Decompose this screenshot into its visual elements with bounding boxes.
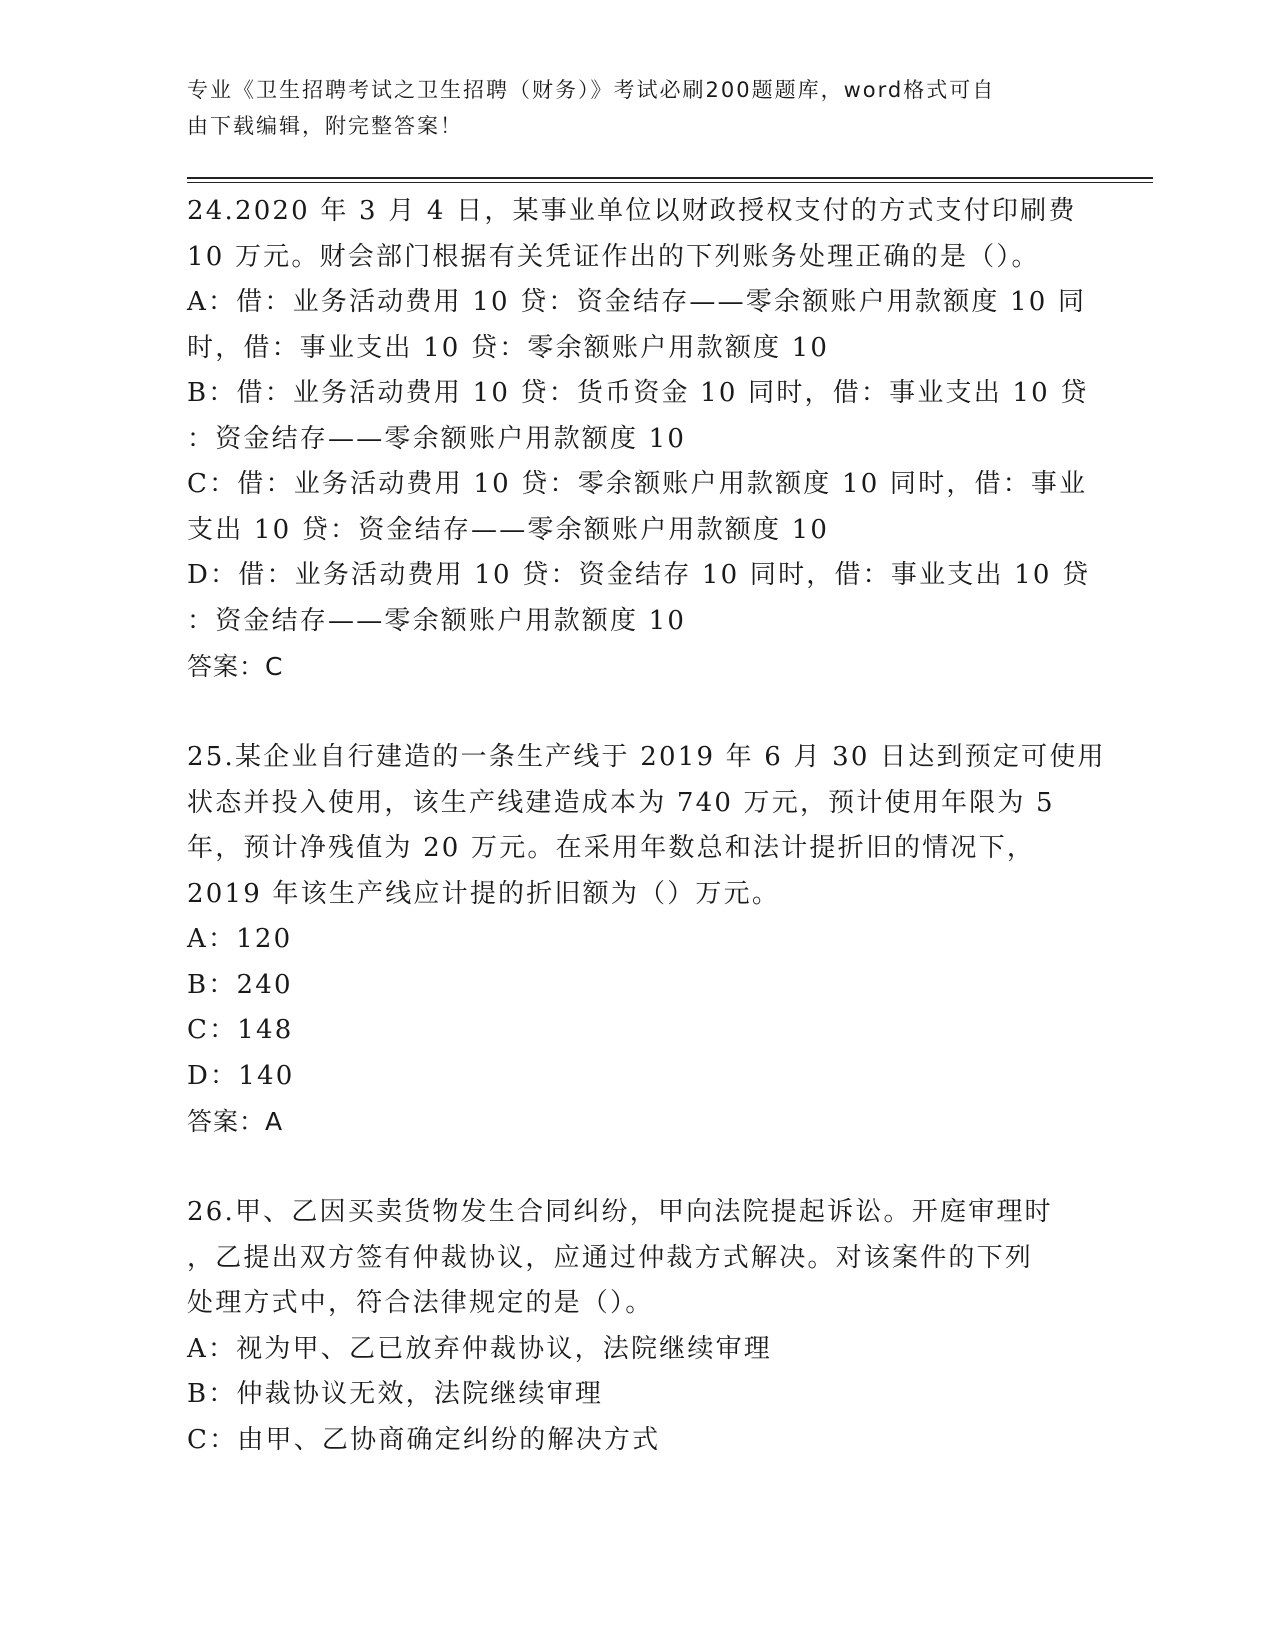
question-stem-line: 2019 年该生产线应计提的折旧额为（）万元。 [187, 878, 781, 909]
question-stem-line: 24.2020 年 3 月 4 日，某事业单位以财政授权支付的方式支付印刷费 [187, 196, 1077, 226]
question-stem-line: 状态并投入使用，该生产线建造成本为 740 万元，预计使用年限为 5 [187, 787, 1055, 818]
document-header [187, 72, 1067, 144]
option-c-line: 支出 10 贷：资金结存——零余额账户用款额度 10 [187, 514, 830, 545]
option-b-line: B：240 [187, 969, 293, 1000]
option-b-line: ：资金结存——零余额账户用款额度 10 [187, 423, 687, 454]
header-line-1: 专业《卫生招聘考试之卫生招聘（财务）》考试必刷200题题库，word格式可自 [187, 78, 996, 102]
question-spacer [187, 690, 1087, 736]
header-divider-thick [187, 177, 1153, 179]
question-list [187, 189, 1106, 1463]
header-line-2: 由下载编辑，附完整答案！ [187, 114, 463, 138]
option-c-line: C：由甲、乙协商确定纠纷的解决方式 [187, 1424, 661, 1455]
answer-label: 答案：A [187, 1107, 284, 1136]
question-24 [187, 189, 1091, 690]
question-26 [187, 1190, 1087, 1463]
option-a-line: A：借：业务活动费用 10 贷：资金结存——零余额账户用款额度 10 同 [187, 287, 1087, 317]
question-spacer [187, 1145, 1087, 1191]
option-d-line: ：资金结存——零余额账户用款额度 10 [187, 605, 687, 636]
option-d-line: D：借：业务活动费用 10 贷：资金结存 10 同时，借：事业支出 10 贷 [187, 560, 1091, 590]
option-c-line: C：借：业务活动费用 10 贷：零余额账户用款额度 10 同时，借：事业 [187, 469, 1088, 499]
option-b-line: B：借：业务活动费用 10 贷：货币资金 10 同时，借：事业支出 10 贷 [187, 378, 1089, 408]
question-25 [187, 735, 1106, 1145]
header-divider-thin [187, 182, 1153, 183]
question-stem-line: 处理方式中，符合法律规定的是（）。 [187, 1288, 654, 1318]
answer-label: 答案：C [187, 652, 284, 681]
question-stem-line: ，乙提出双方签有仲裁协议，应通过仲裁方式解决。对该案件的下列 [187, 1242, 1034, 1273]
option-c-line: C：148 [187, 1015, 294, 1045]
option-a-line: A：120 [187, 924, 293, 954]
option-a-line: 时，借：事业支出 10 贷：零余额账户用款额度 10 [187, 332, 830, 363]
question-stem-line: 26.甲、乙因买卖货物发生合同纠纷，甲向法院提起诉讼。开庭审理时 [187, 1197, 1053, 1227]
option-b-line: B：仲裁协议无效，法院继续审理 [187, 1379, 604, 1409]
question-stem-line: 10 万元。财会部门根据有关凭证作出的下列账务处理正确的是（）。 [187, 241, 1040, 272]
option-d-line: D：140 [187, 1060, 295, 1091]
question-stem-line: 25.某企业自行建造的一条生产线于 2019 年 6 月 30 日达到预定可使用 [187, 742, 1106, 772]
option-a-line: A：视为甲、乙已放弃仲裁协议，法院继续审理 [187, 1333, 772, 1364]
question-stem-line: 年，预计净残值为 20 万元。在采用年数总和法计提折旧的情况下， [187, 833, 1036, 863]
